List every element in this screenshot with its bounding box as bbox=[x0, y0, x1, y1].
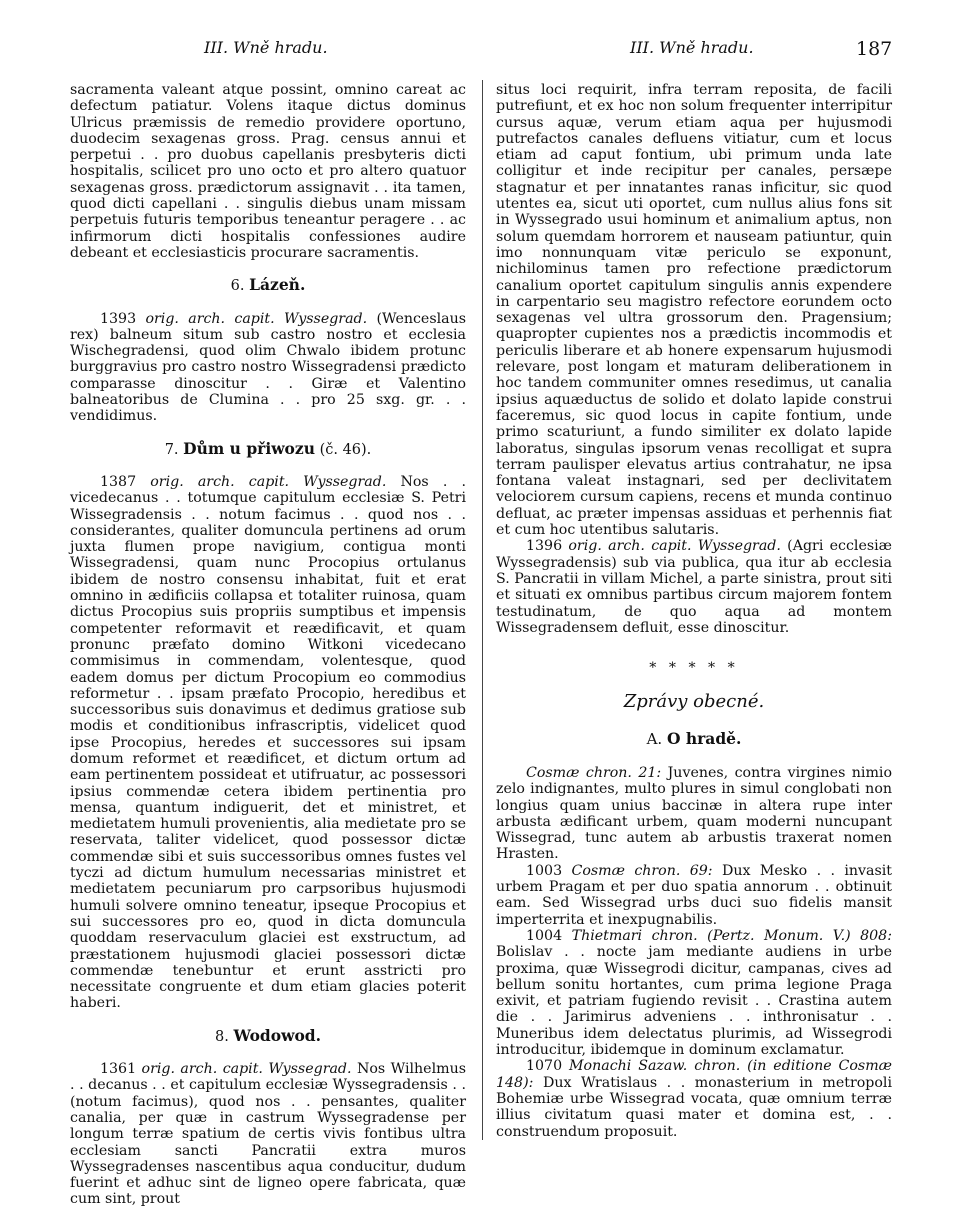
running-head-right: III. Wně hradu. bbox=[630, 38, 754, 57]
section-heading-7 bbox=[70, 438, 466, 458]
subsection-title: O hradě. bbox=[666, 728, 742, 748]
section-separator: * * * * * bbox=[649, 660, 739, 677]
entry-text: Bolislav . . nocte jam mediante audiens in urbe proxima, quæ Wissegrodi dicitur, campanas, cives ad bellum sonitu hortantes, cum prima legione Praga exivit, et patriam fugiendo revisit . . Crastina autem die . . Jarimirus adveniens . . inthronisatur . . Muneribus idem delectatus plurimis, ad Wissegrodi introducitur, ibidemque in dominum exclamatur. bbox=[496, 944, 892, 1059]
entry-year: 1004 bbox=[526, 927, 563, 944]
entry-paragraph bbox=[496, 863, 892, 928]
entry-source: Thietmari chron. (Pertz. Monum. V.) 808: bbox=[571, 927, 892, 944]
section-heading-8 bbox=[70, 1025, 466, 1045]
entry-paragraph bbox=[496, 765, 892, 863]
continuation-paragraph: situs loci requirit, infra terram reposita, de facili putrefiunt, et ex hoc non solum frequenter interripitur cursus aquæ, verum etiam aqua per hujusmodi putrefactos canales defluens vitiatur, cum et locus etiam ad caput fontium, ubi primum unda late colligitur et inde recipitur per canales, persæpe stagnatur et per innatantes ranas inficitur, sic quod utentes ea, sicut uti oportet, cum nullus alius fons sit in Wyssegrado usui hominum et animalium aptus, non solum quemdam horrorem et nauseam patiuntur, quin imo nonnunquam vitæ periculo se exponunt, nichilominus tamen pro refectione prædictorum canalium oportet capitulum singulis annis expendere in carpentario seu magistro refectore eorundem octo sexagenas vel ultra grossorum den. Pragensium; quapropter cupientes nos a prædictis incommodis et periculis liberare et ab honere expensarum hujusmodi relevare, post longam et maturam deliberationem in hoc tandem communiter omnes resedimus, ut canalia ipsius aquæductus de solido et dolato lapide construi faceremus, sic quod locus in capite fontium, unde primo scaturiunt, a fundo similiter ex dolato lapide laboratus, singulas ipsorum venas recolligat et supra terram paulisper elevatus artius contrahatur, ne ipsa fontana valeat instagnari, sed per declivitatem velociorem cursum capiens, recens et munda continuo defluat, ac præter impensas assiduas et perhennis fiat et cum hoc utentibus salutaris. bbox=[496, 82, 892, 539]
entry-paragraph bbox=[70, 311, 466, 425]
entry-source: Cosmæ chron. 21: bbox=[526, 764, 662, 781]
entry-source: Cosmæ chron. 69: bbox=[571, 862, 713, 879]
right-column bbox=[496, 82, 892, 1140]
entry-source: Monachi Sazaw. chron. (in editione Cosmæ 148): bbox=[496, 1058, 892, 1091]
entry-paragraph bbox=[496, 538, 892, 636]
entry-year: 1393 bbox=[100, 310, 137, 327]
entry-source: orig. arch. capit. Wyssegrad. bbox=[141, 1061, 352, 1078]
section-note: (č. 46). bbox=[319, 441, 372, 458]
entry-source: orig. arch. capit. Wyssegrad. bbox=[145, 310, 368, 327]
left-column bbox=[70, 82, 466, 1208]
entry-year: 1070 bbox=[526, 1058, 563, 1075]
entry-paragraph bbox=[496, 1058, 892, 1139]
entry-source: orig. arch. capit. Wyssegrad. bbox=[150, 473, 387, 490]
entry-year: 1387 bbox=[100, 473, 137, 490]
section-number: 8. bbox=[214, 1028, 229, 1045]
section-heading-6 bbox=[70, 277, 466, 294]
running-head-left: III. Wně hradu. bbox=[204, 38, 328, 57]
subsection-heading bbox=[496, 728, 892, 748]
section-number: 6. bbox=[230, 278, 245, 295]
entry-paragraph bbox=[496, 928, 892, 1058]
entry-text: (Wenceslaus rex) balneum situm sub castro nostro et ecclesia Wischegradensi, quod olim Chwalo ibidem protunc burggravius pro castro nostro Wissegradensi prædicto comparasse dinoscitur . . Giræ et Valentino balneatoribus de Clumina . . pro 25 sxg. gr. . . vendidimus. bbox=[70, 310, 467, 425]
entry-text: Nos . . vicedecanus . . totumque capitulum ecclesiæ S. Petri Wissegradensis . . notum facimus . . quod nos . . considerantes, qualiter domuncula pertinens ad orum juxta flumen prope navigium, contigua monti Wissegradensi, quam nunc Procopius ortulanus ibidem de nostro consensu inhabitat, fuit et erat omnino in ædificiis collapsa et totaliter ruinosa, quam dictus Procopius suis propriis sumptibus et impensis competenter reformavit et reædificavit, et quam pronunc præfato domino Witkoni vicedecano commisimus in commendam, volentesque, quod eadem domus per dictum Procopium eo commodius reformetur . . ipsam præfato Procopio, heredibus et successoribus suis donavimus et dedimus gratiose sub modis et conditionibus infrascriptis, videlicet quod ipse Procopius, heredes et successores sui ipsam domum reformet et reædificet, et dictum ortum ad eam pertinentem possideat et utifruatur, ac possessori ipsius commendæ cetera ibidem pertinentia pro mensa, quantum indiguerit, det et ministret, et medietatem humuli provenientis, alia medietate pro se reservata, taliter videlicet, quod possessor dictæ commendæ sibi et suis successoribus omnes fustes vel tyczi ad dictum humulum necessarias ministret et medietatem pecuniarum pro carpsoribus hujusmodi humuli solvere omnino teneatur, ipseque Procopius et sui successores pro eo, quod in dicta domuncula quoddam reservaculum glaciei est exstructum, ad præstationem hujusmodi glaciei possessori dictæ commendæ tenebuntur et erunt asstricti pro necessitate congruente et dum etiam glacies poterit haberi. bbox=[70, 473, 466, 1012]
entry-year: 1396 bbox=[526, 538, 563, 555]
entry-text: Nos Wilhelmus . . decanus . . et capitulum ecclesiæ Wyssegradensis . . (notum facimus), quod nos . . pensantes, qualiter canalia, per quæ in castrum Wyssegradense per longum terræ spatium de certis vivis fontibus ultra ecclesiam sancti Pancratii extra muros Wyssegradenses nascentibus aqua conducitur, dudum fuerint et adhuc sint de ligneo opere fabricata, quæ cum sint, prout bbox=[70, 1061, 466, 1208]
intro-paragraph: sacramenta valeant atque possint, omnino careat ac defectum patiatur. Volens itaque dictus dominus Ulricus præmissis de remedio providere oportuno, duodecim sexagenas gross. Prag. census annui et perpetui . . pro duobus capellanis presbyteris dicti hospitalis, scilicet pro uno octo et pro altero quatuor sexagenas gross. prædictorum assignavit . . ita tamen, quod dicti capellani . . singulis diebus unam missam perpetuis futuris temporibus teneantur peragere . . ac infirmorum dicti hospitalis confessiones audire debeant et ecclesiasticis procurare sacramentis. bbox=[70, 82, 466, 261]
section-title: Dům u přiwozu bbox=[183, 438, 315, 458]
subsection-letter: A. bbox=[646, 729, 663, 748]
entry-text: (Agri ecclesiæ Wyssegradensis) sub via publica, qua itur ab ecclesia S. Pancratii in villam Michel, a parte sinistra, prout siti et situati ex omnibus partibus circum majorem fontem testudinatum, de quo aqua ad montem Wissegradensem defluit, esse dinoscitur. bbox=[496, 538, 892, 636]
column-divider bbox=[482, 80, 483, 1140]
entry-year: 1003 bbox=[526, 862, 563, 879]
entry-text: Dux Mesko . . invasit urbem Pragam et per duo spatia annorum . . obtinuit eam. Sed Wissegrad urbs duci suo fidelis mansit imperterrita et inexpugnabilis. bbox=[496, 862, 892, 928]
section-title: Wodowod. bbox=[233, 1025, 322, 1045]
page-number: 187 bbox=[856, 38, 893, 60]
entry-year: 1361 bbox=[100, 1061, 137, 1078]
entry-paragraph bbox=[70, 474, 466, 1012]
section-number: 7. bbox=[164, 441, 179, 458]
section-title-general: Zprávy obecné. bbox=[623, 691, 765, 713]
entry-paragraph bbox=[70, 1061, 466, 1208]
section-title: Lázeň. bbox=[249, 275, 306, 295]
entry-text: Dux Wratislaus . . monasterium in metropoli Bohemiæ urbe Wissegrad vocata, quæ omnium terræ illius civitatum quasi mater et domina est, . . construendum proposuit. bbox=[496, 1074, 892, 1140]
entry-text: Juvenes, contra virgines nimio zelo indignantes, multo plures in simul conglobati non longius quam unius baccinæ in altera rupe inter arbusta ædificant urbem, quam moderni nuncupant Wissegrad, tunc autem ab arbustis traxerat nomen Hrasten. bbox=[496, 764, 892, 863]
entry-source: orig. arch. capit. Wyssegrad. bbox=[568, 538, 781, 555]
